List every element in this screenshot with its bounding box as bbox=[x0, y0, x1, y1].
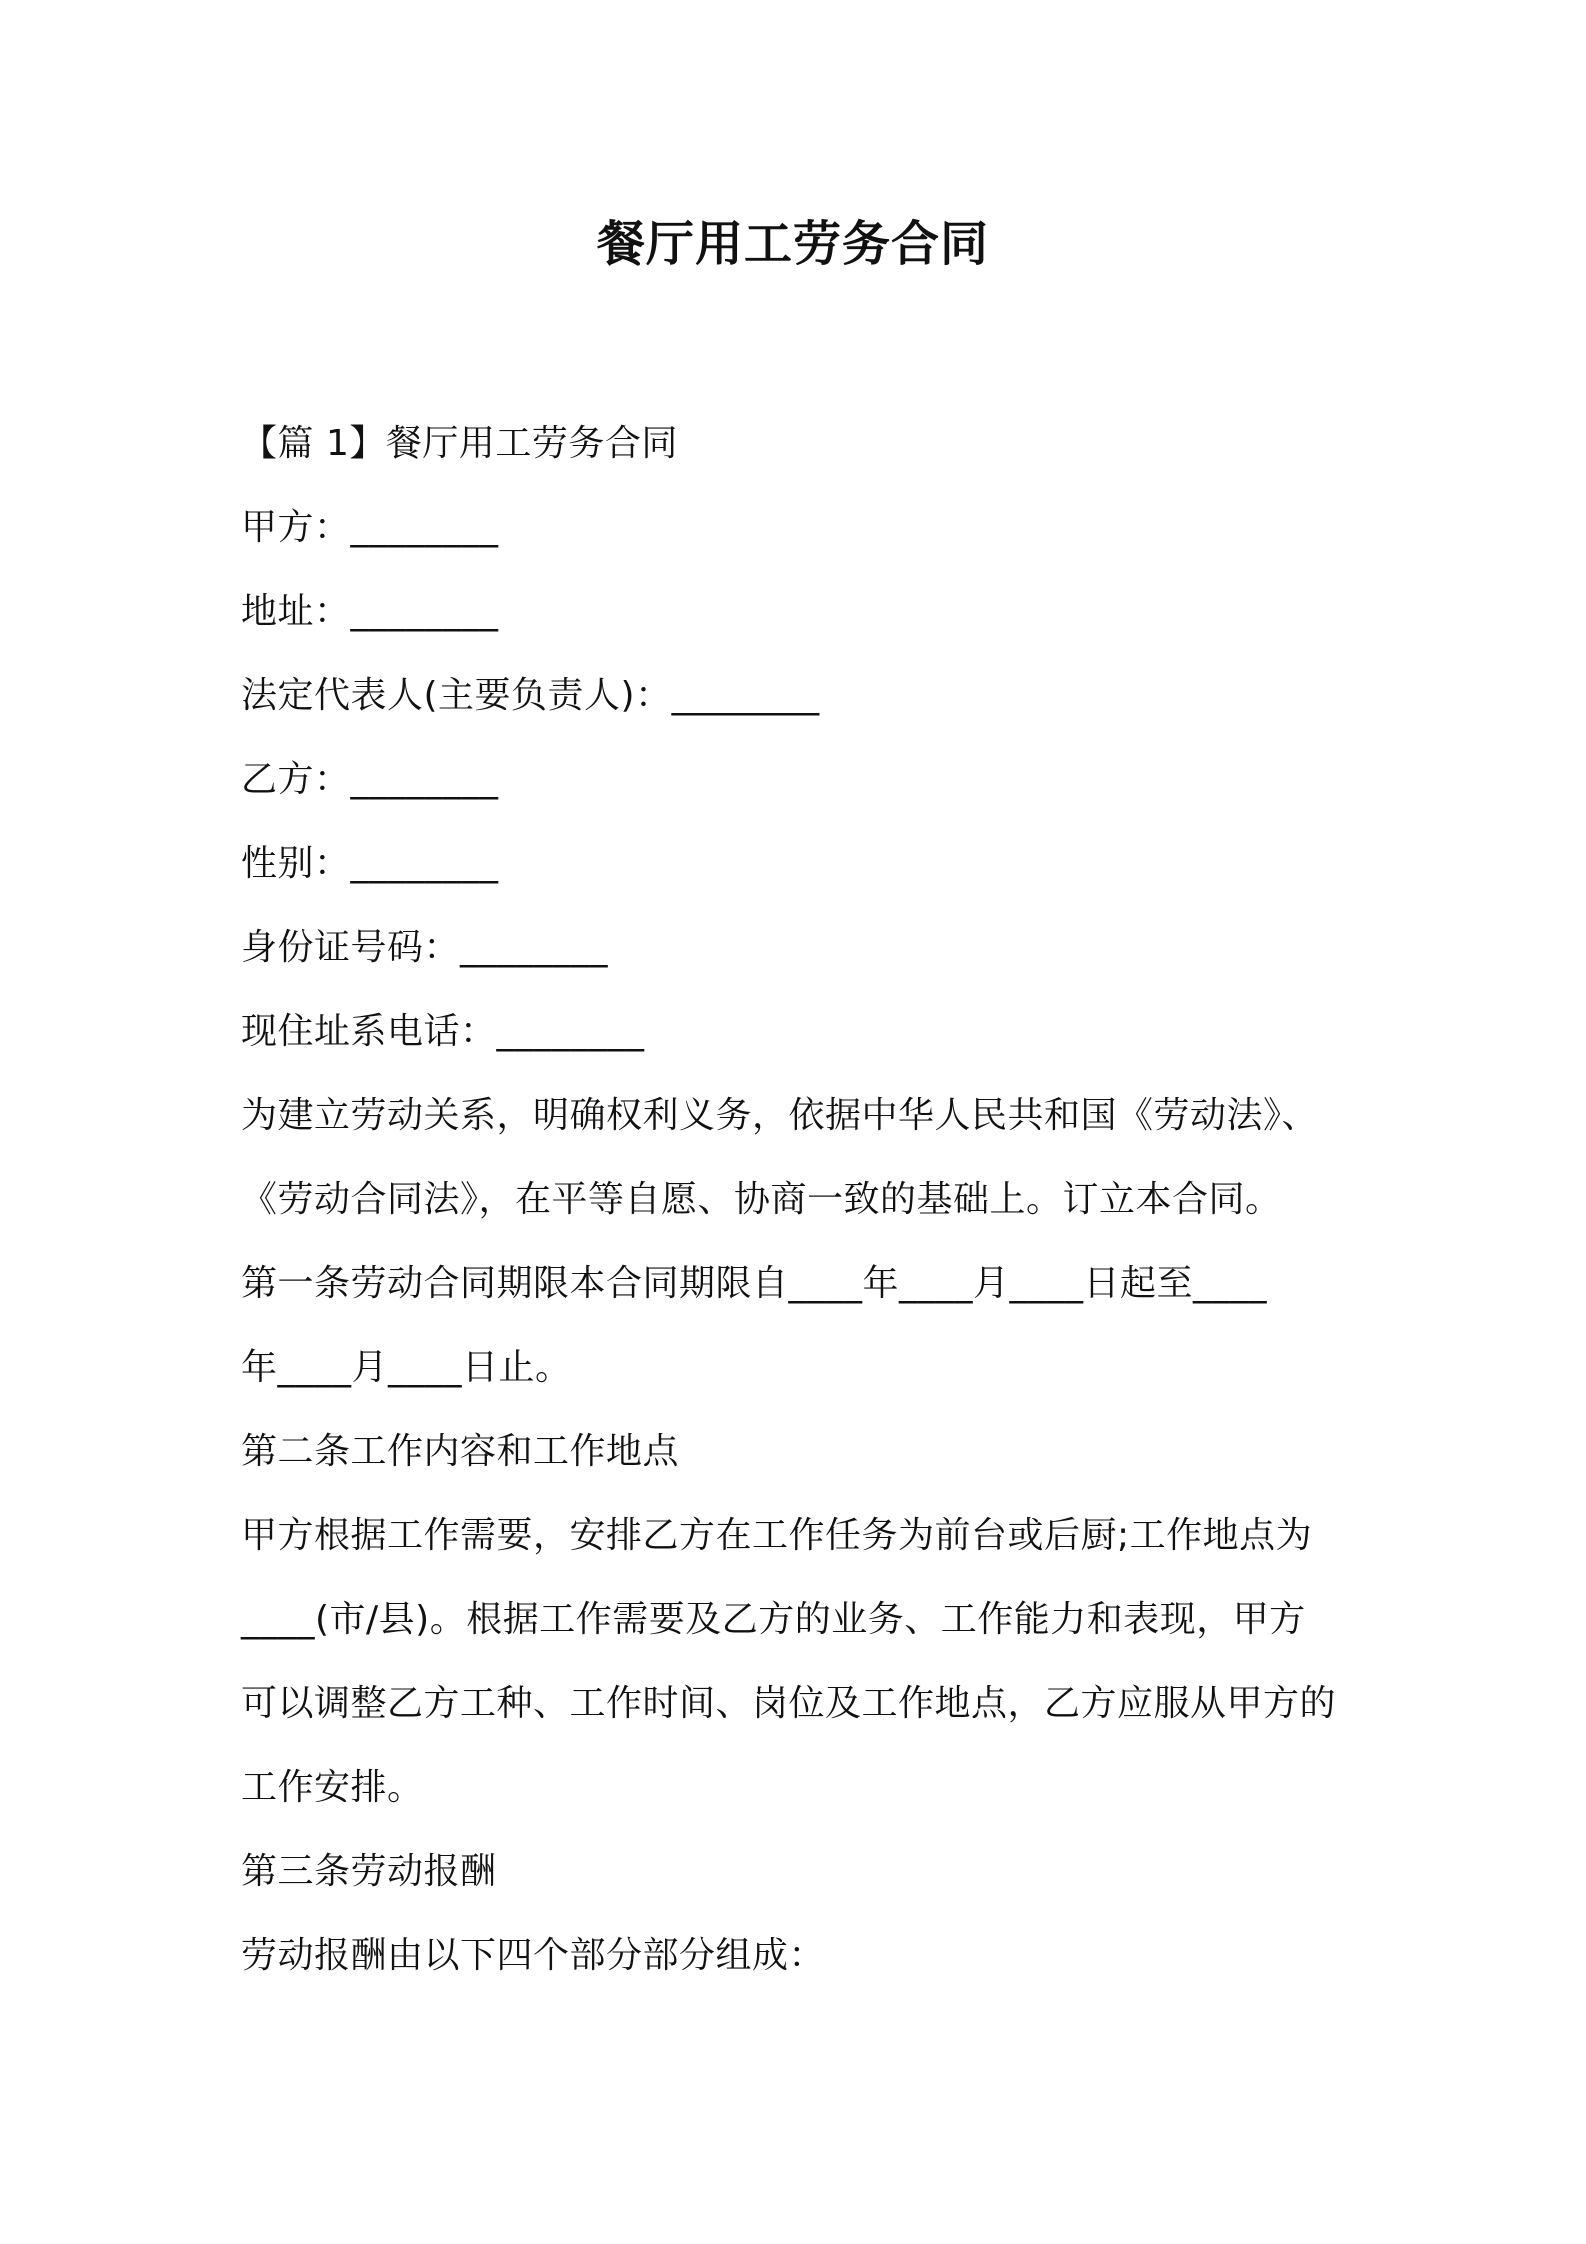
article-2-line-4: 工作安排。 bbox=[241, 1767, 424, 1808]
document-title: 餐厅用工劳务合同 bbox=[596, 216, 989, 272]
article-3-heading: 第三条劳动报酬 bbox=[241, 1851, 497, 1892]
address-field: 地址：________ bbox=[241, 591, 499, 632]
party-b-field: 乙方：________ bbox=[241, 759, 499, 800]
article-1-line-2: 年____月____日止。 bbox=[241, 1347, 572, 1388]
party-a-field: 甲方：________ bbox=[241, 507, 499, 548]
article-2-line-1: 甲方根据工作需要，安排乙方在工作任务为前台或后厨;工作地点为 bbox=[241, 1515, 1313, 1556]
article-2-line-2: ____(市/县)。根据工作需要及乙方的业务、工作能力和表现，甲方 bbox=[241, 1599, 1306, 1640]
preamble-line-2: 《劳动合同法》，在平等自愿、协商一致的基础上。订立本合同。 bbox=[241, 1179, 1282, 1220]
article-3-line-1: 劳动报酬由以下四个部分部分组成： bbox=[241, 1935, 826, 1976]
article-2-line-3: 可以调整乙方工种、工作时间、岗位及工作地点，乙方应服从甲方的 bbox=[241, 1683, 1337, 1724]
preamble-line-1: 为建立劳动关系，明确权利义务，依据中华人民共和国《劳动法》、 bbox=[241, 1095, 1319, 1136]
article-2-heading: 第二条工作内容和工作地点 bbox=[241, 1431, 680, 1472]
id-number-field: 身份证号码：________ bbox=[241, 927, 609, 968]
legal-representative-field: 法定代表人(主要负责人)：________ bbox=[241, 675, 820, 716]
document-body bbox=[241, 402, 1361, 1998]
address-phone-field: 现住址系电话：________ bbox=[241, 1011, 645, 1052]
article-1-line-1: 第一条劳动合同期限本合同期限自____年____月____日起至____ bbox=[241, 1263, 1268, 1304]
section-heading: 【篇 1】餐厅用工劳务合同 bbox=[241, 423, 678, 464]
gender-field: 性别：________ bbox=[241, 843, 499, 884]
